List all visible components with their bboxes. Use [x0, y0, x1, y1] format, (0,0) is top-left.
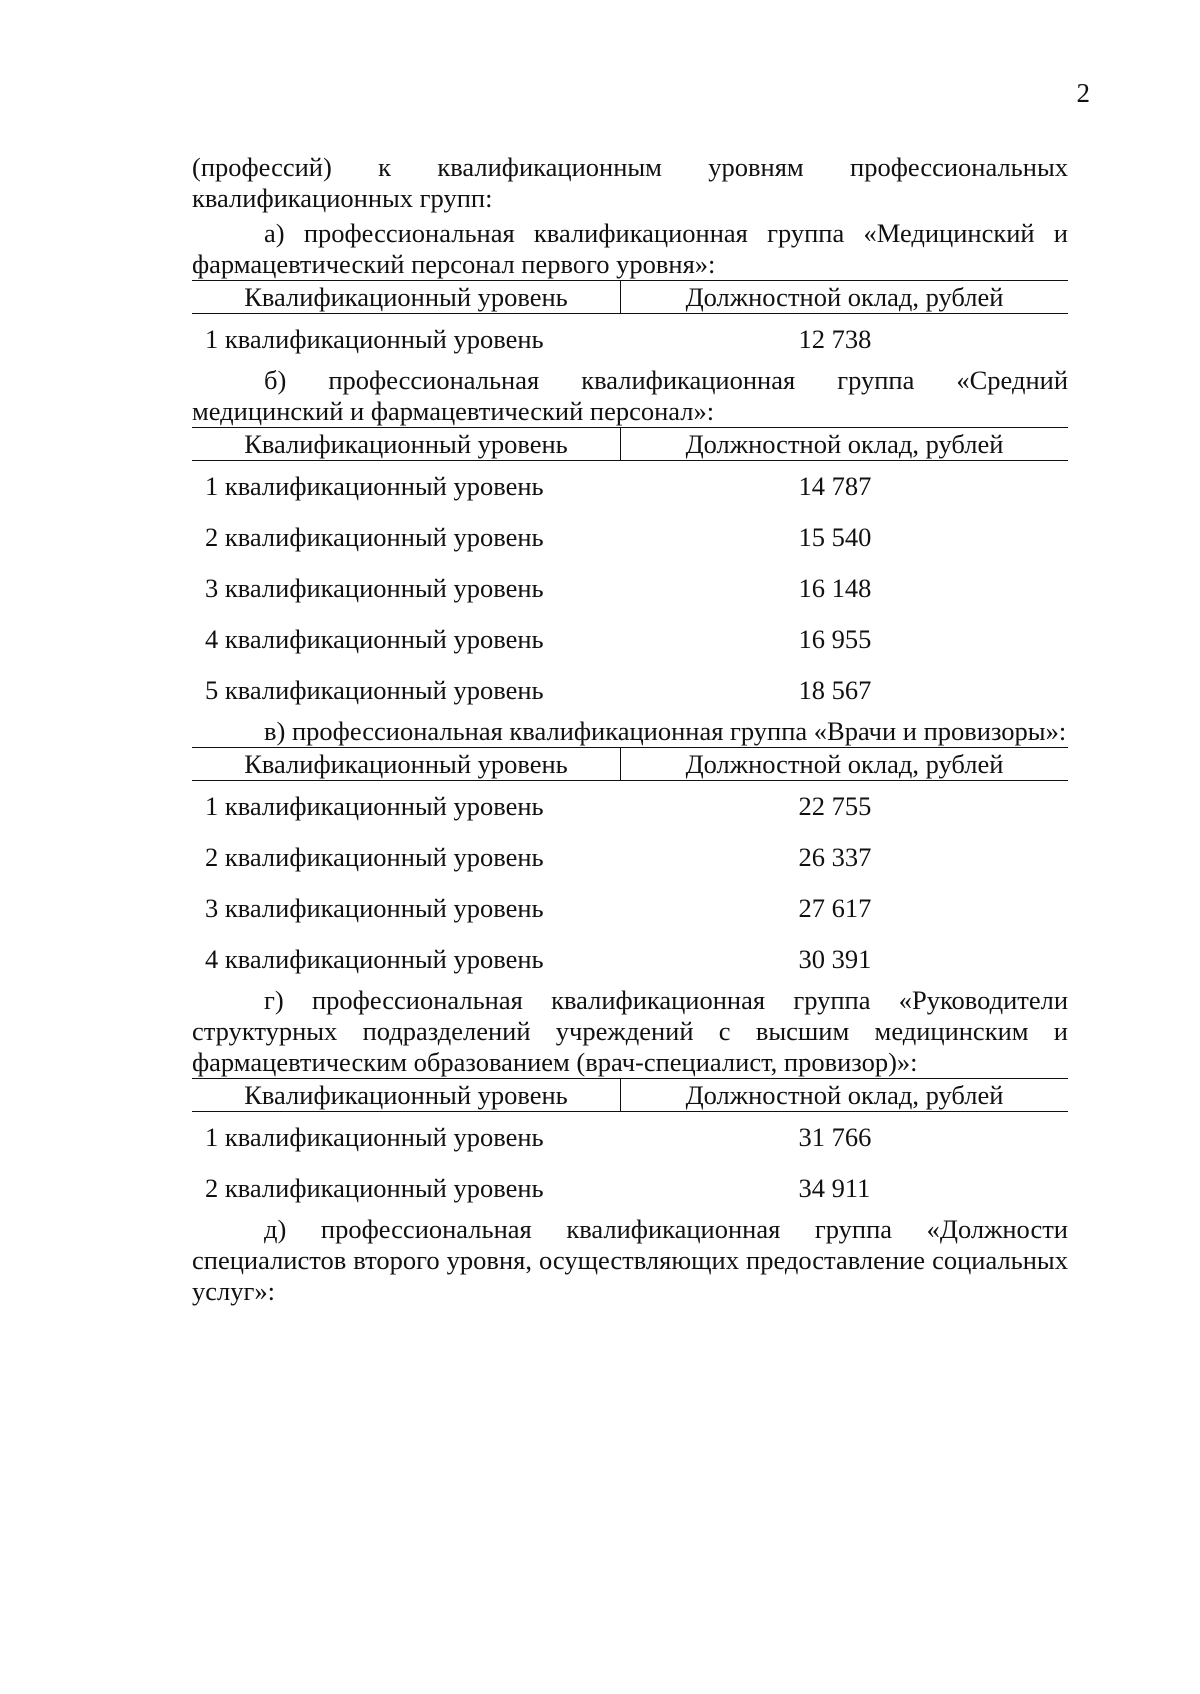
- level-cell: 1 квалификационный уровень: [205, 471, 544, 501]
- salary-cell: 14 787: [798, 471, 872, 501]
- salary-table-d: [192, 1078, 1068, 1214]
- table-row: [192, 883, 1068, 934]
- level-cell: 4 квалификационный уровень: [205, 624, 544, 654]
- table-row: [192, 1163, 1068, 1214]
- column-header-level: Квалификационный уровень: [192, 1079, 621, 1112]
- section-c-heading: в) профессиональная квалификационная группа «Врачи и провизоры»:: [264, 716, 1067, 746]
- table-row: [192, 461, 1068, 513]
- table-row: [192, 781, 1068, 833]
- intro-paragraph: (профессий) к квалификационным уровням профессиональных квалификационных групп:: [192, 152, 1068, 213]
- salary-cell: 26 337: [798, 842, 872, 872]
- salary-cell: 27 617: [798, 893, 872, 923]
- level-cell: 2 квалификационный уровень: [205, 1173, 544, 1203]
- column-header-salary: Должностной оклад, рублей: [621, 1079, 1069, 1112]
- salary-cell: 12 738: [798, 324, 872, 354]
- level-cell: 2 квалификационный уровень: [205, 522, 544, 552]
- table-row: [192, 934, 1068, 985]
- salary-cell: 18 567: [798, 675, 872, 705]
- table-header-row: [192, 748, 1068, 781]
- table-row: [192, 665, 1068, 716]
- section-b-heading: б) профессиональная квалификационная группа «Средний медицинский и фармацевтический персонал»:: [192, 365, 1068, 426]
- salary-cell: 16 955: [798, 624, 872, 654]
- salary-cell: 30 391: [798, 944, 872, 974]
- table-header-row: [192, 281, 1068, 314]
- document-body: [192, 152, 1068, 1307]
- level-cell: 2 квалификационный уровень: [205, 842, 544, 872]
- level-cell: 5 квалификационный уровень: [205, 675, 544, 705]
- table-row: [192, 614, 1068, 665]
- level-cell: 1 квалификационный уровень: [205, 791, 544, 821]
- salary-cell: 16 148: [798, 573, 872, 603]
- section-d-heading: г) профессиональная квалификационная группа «Руководители структурных подразделений учреждений с высшим медицинским и фармацевтическим образованием (врач-специалист, провизор)»:: [192, 985, 1068, 1077]
- salary-table-c: [192, 747, 1068, 985]
- column-header-level: Квалификационный уровень: [192, 281, 621, 314]
- table-row: [192, 832, 1068, 883]
- column-header-salary: Должностной оклад, рублей: [621, 281, 1069, 314]
- column-header-level: Квалификационный уровень: [192, 748, 621, 781]
- salary-table-b: [192, 427, 1068, 716]
- page-number: 2: [1076, 78, 1090, 108]
- salary-cell: 15 540: [798, 522, 872, 552]
- table-row: [192, 512, 1068, 563]
- level-cell: 1 квалификационный уровень: [205, 324, 544, 354]
- table-row: [192, 1112, 1068, 1164]
- column-header-salary: Должностной оклад, рублей: [621, 428, 1069, 461]
- column-header-salary: Должностной оклад, рублей: [621, 748, 1069, 781]
- level-cell: 3 квалификационный уровень: [205, 573, 544, 603]
- section-a-heading: а) профессиональная квалификационная группа «Медицинский и фармацевтический персонал первого уровня»:: [192, 218, 1068, 279]
- salary-cell: 31 766: [798, 1122, 872, 1152]
- column-header-level: Квалификационный уровень: [192, 428, 621, 461]
- level-cell: 4 квалификационный уровень: [205, 944, 544, 974]
- salary-table-a: [192, 280, 1068, 365]
- salary-cell: 22 755: [798, 791, 872, 821]
- section-e-heading: д) профессиональная квалификационная группа «Должности специалистов второго уровня, осуществляющих предоставление социальных услуг»:: [192, 1214, 1068, 1306]
- table-header-row: [192, 1079, 1068, 1112]
- table-row: [192, 563, 1068, 614]
- table-row: [192, 314, 1068, 366]
- table-header-row: [192, 428, 1068, 461]
- level-cell: 3 квалификационный уровень: [205, 893, 544, 923]
- level-cell: 1 квалификационный уровень: [205, 1122, 544, 1152]
- salary-cell: 34 911: [798, 1173, 871, 1203]
